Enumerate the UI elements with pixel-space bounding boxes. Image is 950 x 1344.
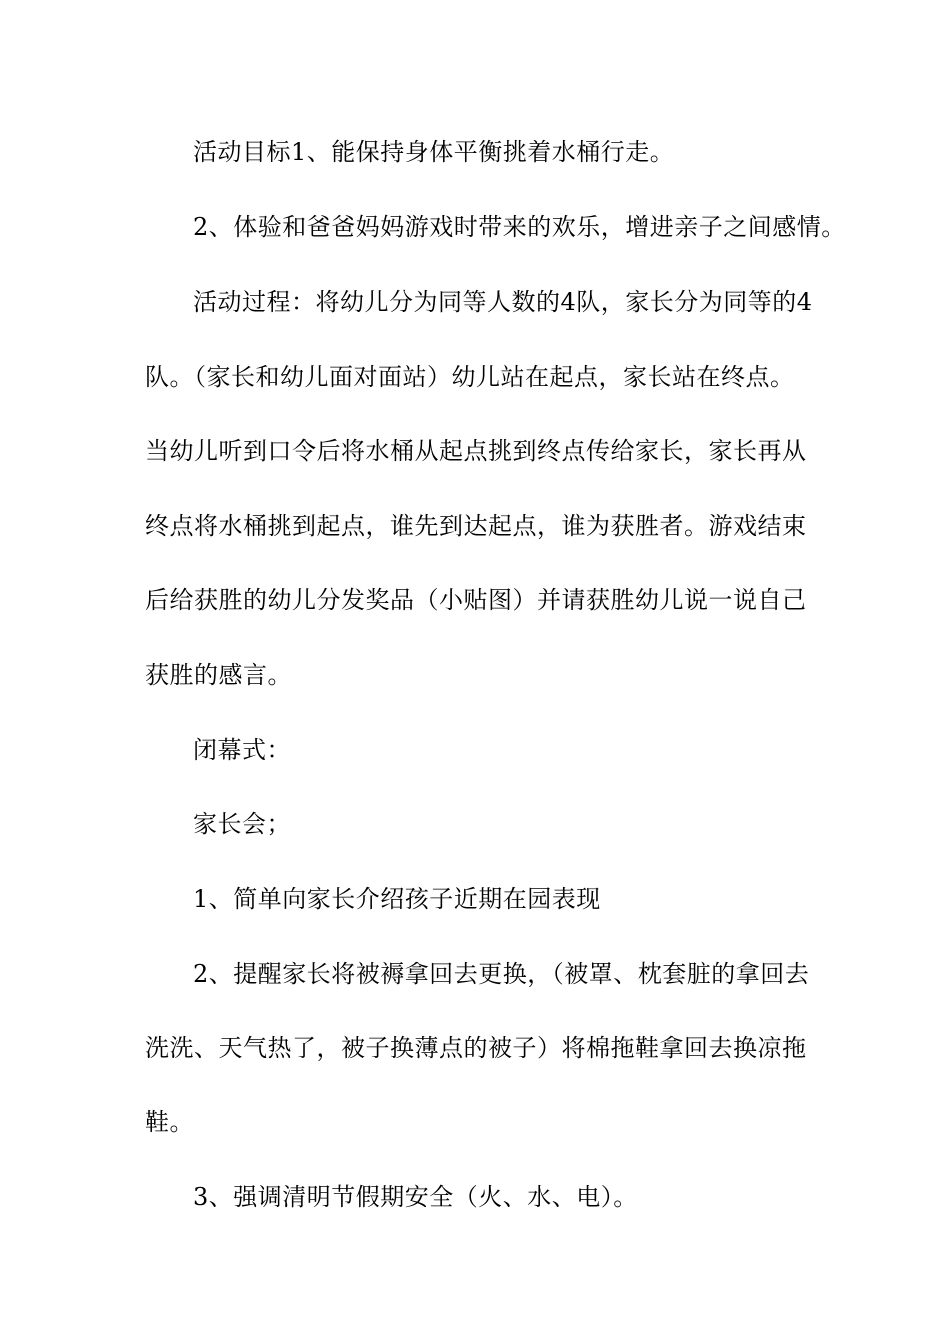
list-item-3: 3、强调清明节假期安全（火、水、电）。 (193, 1183, 638, 1211)
list-item-2-line-2: 洗洗、天气热了，被子换薄点的被子）将棉拖鞋拿回去换凉拖 (145, 1034, 807, 1062)
list-item-1: 1、简单向家长介绍孩子近期在园表现 (193, 885, 601, 913)
heading-parent-meeting: 家长会； (193, 810, 291, 838)
heading-closing-ceremony: 闭幕式： (193, 736, 291, 764)
paragraph-activity-process-line-5: 后给获胜的幼儿分发奖品（小贴图）并请获胜幼儿说一说自己 (145, 586, 807, 614)
paragraph-activity-goal-2: 2、体验和爸爸妈妈游戏时带来的欢乐，增进亲子之间感情。 (193, 213, 846, 241)
paragraph-activity-process-line-3: 当幼儿听到口令后将水桶从起点挑到终点传给家长，家长再从 (145, 437, 807, 465)
paragraph-activity-process-line-6: 获胜的感言。 (145, 661, 292, 689)
paragraph-activity-process-line-4: 终点将水桶挑到起点，谁先到达起点，谁为获胜者。游戏结束 (145, 512, 807, 540)
list-item-2-line-1: 2、提醒家长将被褥拿回去更换，（被罩、枕套脏的拿回去 (193, 960, 810, 988)
paragraph-activity-goal-1: 活动目标1、能保持身体平衡挑着水桶行走。 (193, 138, 675, 166)
list-item-2-line-3: 鞋。 (145, 1108, 194, 1136)
paragraph-activity-process-line-2: 队。（家长和幼儿面对面站）幼儿站在起点，家长站在终点。 (145, 363, 795, 391)
paragraph-activity-process-line-1: 活动过程：将幼儿分为同等人数的4队，家长分为同等的4 (193, 288, 813, 316)
